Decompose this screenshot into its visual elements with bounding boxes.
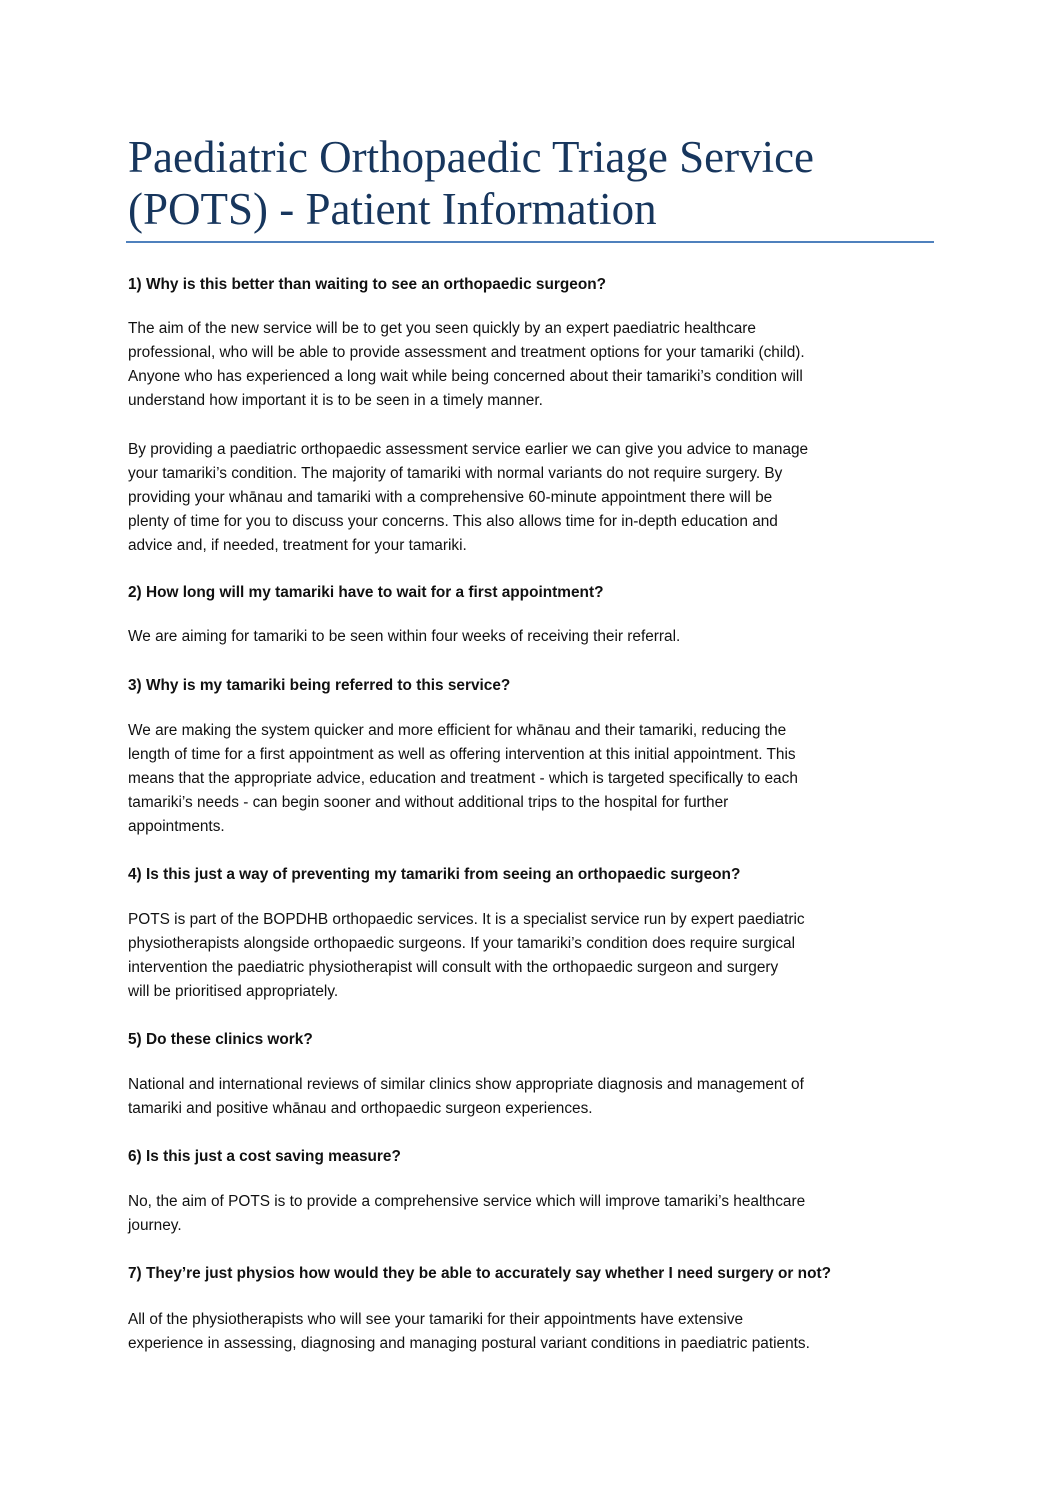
- paragraph-line: professional, who will be able to provide assessment and treatment options for your tamariki (child).: [128, 344, 805, 361]
- paragraph-line: appointments.: [128, 818, 225, 835]
- paragraph-line: National and international reviews of similar clinics show appropriate diagnosis and management of: [128, 1076, 804, 1093]
- paragraph-line: plenty of time for you to discuss your concerns. This also allows time for in-depth education and: [128, 513, 778, 530]
- paragraph-line: providing your whānau and tamariki with a comprehensive 60-minute appointment there will be: [128, 489, 773, 506]
- section-heading: 2) How long will my tamariki have to wait for a first appointment?: [128, 584, 604, 601]
- paragraph-line: physiotherapists alongside orthopaedic surgeons. If your tamariki’s condition does require surgical: [128, 935, 796, 952]
- section-heading: 7) They’re just physios how would they be able to accurately say whether I need surgery or not?: [128, 1265, 832, 1282]
- section-heading: 1) Why is this better than waiting to see an orthopaedic surgeon?: [128, 276, 607, 293]
- section-heading: 5) Do these clinics work?: [128, 1031, 313, 1048]
- paragraph-line: will be prioritised appropriately.: [128, 983, 339, 1000]
- section-heading: 3) Why is my tamariki being referred to this service?: [128, 677, 511, 694]
- paragraph-line: length of time for a first appointment as well as offering intervention at this initial appointment. This: [128, 746, 796, 763]
- paragraph-line: POTS is part of the BOPDHB orthopaedic services. It is a specialist service run by expert paediatric: [128, 911, 805, 928]
- paragraph-line: We are aiming for tamariki to be seen within four weeks of receiving their referral.: [128, 628, 681, 645]
- paragraph-line: tamariki and positive whānau and orthopaedic surgeon experiences.: [128, 1100, 593, 1117]
- paragraph-line: journey.: [128, 1217, 182, 1234]
- paragraph-line: understand how important it is to be seen in a timely manner.: [128, 392, 543, 409]
- paragraph-line: Anyone who has experienced a long wait while being concerned about their tamariki’s condition will: [128, 368, 803, 385]
- paragraph-line: All of the physiotherapists who will see your tamariki for their appointments have extensive: [128, 1311, 744, 1328]
- section-heading: 6) Is this just a cost saving measure?: [128, 1148, 401, 1165]
- paragraph-line: advice and, if needed, treatment for your tamariki.: [128, 537, 467, 554]
- paragraph-line: experience in assessing, diagnosing and managing postural variant conditions in paediatric patients.: [128, 1335, 810, 1352]
- paragraph-line: No, the aim of POTS is to provide a comprehensive service which will improve tamariki’s healthcare: [128, 1193, 806, 1210]
- paragraph-line: intervention the paediatric physiotherapist will consult with the orthopaedic surgeon and surgery: [128, 959, 779, 976]
- document-title-line-2: (POTS) - Patient Information: [128, 184, 657, 234]
- paragraph-line: The aim of the new service will be to get you seen quickly by an expert paediatric healthcare: [128, 320, 756, 337]
- paragraph-line: tamariki’s needs - can begin sooner and without additional trips to the hospital for further: [128, 794, 729, 811]
- paragraph-line: means that the appropriate advice, education and treatment - which is targeted specifically to each: [128, 770, 798, 787]
- document-title-line-1: Paediatric Orthopaedic Triage Service: [128, 132, 815, 182]
- section-heading: 4) Is this just a way of preventing my tamariki from seeing an orthopaedic surgeon?: [128, 866, 741, 883]
- paragraph-line: your tamariki’s condition. The majority of tamariki with normal variants do not require surgery. By: [128, 465, 783, 482]
- title-divider: [126, 241, 934, 243]
- paragraph-line: We are making the system quicker and more efficient for whānau and their tamariki, reducing the: [128, 722, 787, 739]
- paragraph-line: By providing a paediatric orthopaedic assessment service earlier we can give you advice to manage: [128, 441, 809, 458]
